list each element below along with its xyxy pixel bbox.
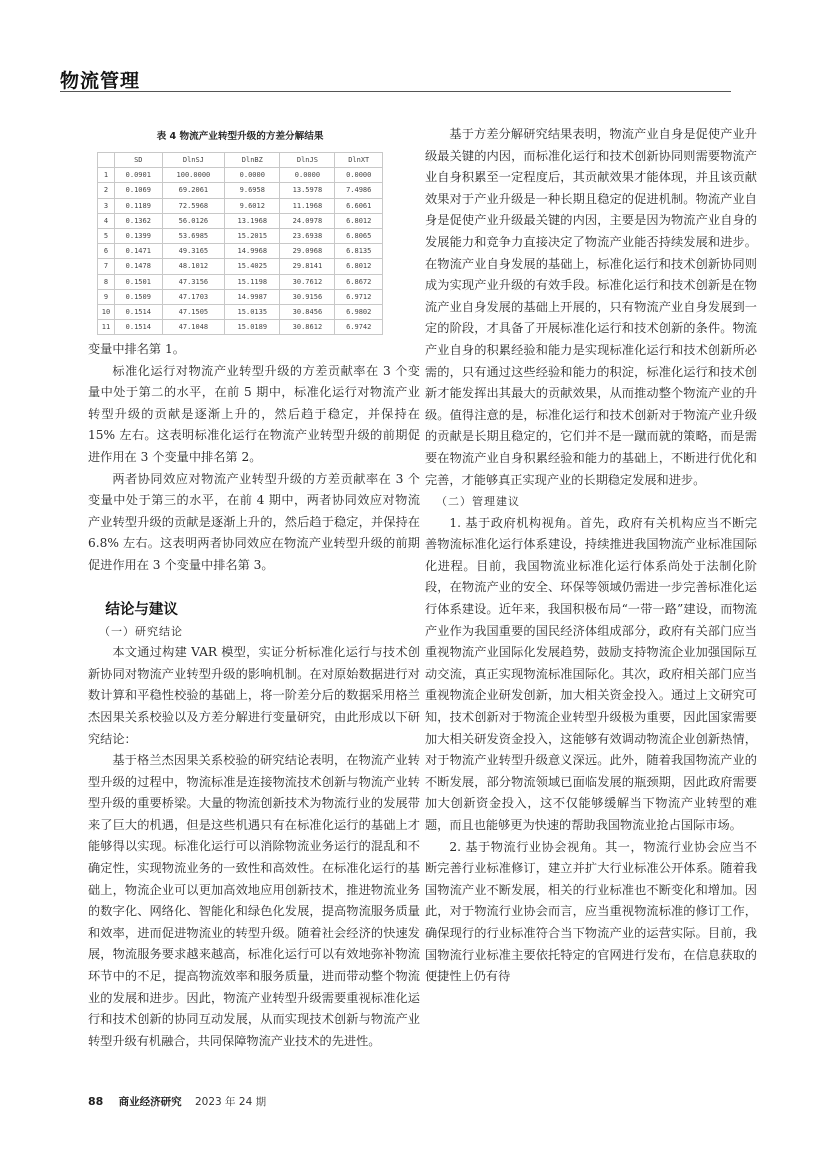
value-cell: 47.3156 bbox=[162, 274, 225, 289]
left-column bbox=[88, 339, 420, 1052]
value-cell: 14.9987 bbox=[225, 289, 280, 304]
value-cell: 6.9712 bbox=[335, 289, 383, 304]
journal-name: 商业经济研究 bbox=[118, 1096, 182, 1108]
value-cell: 15.2015 bbox=[225, 228, 280, 243]
table-row bbox=[98, 183, 383, 198]
table-row bbox=[98, 289, 383, 304]
value-cell: 30.8612 bbox=[280, 320, 335, 335]
value-cell: 15.1198 bbox=[225, 274, 280, 289]
value-cell: 0.1471 bbox=[115, 244, 163, 259]
value-cell: 15.4025 bbox=[225, 259, 280, 274]
column-header: DlnXT bbox=[335, 153, 383, 168]
column-header: DlnBZ bbox=[225, 153, 280, 168]
value-cell: 0.1514 bbox=[115, 304, 163, 319]
page-number: 88 bbox=[88, 1095, 104, 1108]
value-cell: 0.1514 bbox=[115, 320, 163, 335]
table-row bbox=[98, 304, 383, 319]
table-row bbox=[98, 228, 383, 243]
table-row bbox=[98, 198, 383, 213]
period-cell: 6 bbox=[98, 244, 115, 259]
value-cell: 24.0978 bbox=[280, 213, 335, 228]
table-header-row bbox=[98, 153, 383, 168]
paragraph: 基于方差分解研究结果表明，物流产业自身是促使产业升级最关键的内因，而标准化运行和技术创新协同则需要物流产业自身积累至一定程度后，其贡献效果才能体现，并且该贡献效果对于产业升级是一种长期且稳定的促进机制。物流产业自身是促使产业升级最关键的内因，主要是因为物流产业自身的发展能力和竞争力直接决定了物流产业能否持续发展和进步。在物流产业自身发展的基础上，标准化运行和技术创新协同则成为实现产业升级的有效手段。标准化运行和技术创新是在物流产业自身发展的基础上开展的，只有物流产业自身发展到一定的阶段，才具备了开展标准化运行和技术创新的条件。物流产业自身的积累经验和能力是实现标准化运行和技术创新所必需的，只有通过这些经验和能力的积淀，标准化运行和技术创新才能发挥出其最大的贡献效果，从而推动整个物流产业的升级。值得注意的是，标准化运行和技术创新对于物流产业升级的贡献是长期且稳定的，它们并不是一蹴而就的策略，而是需要在物流产业自身积累经验和能力的基础上，不断进行优化和完善，才能够真正实现产业的长期稳定发展和进步。 bbox=[425, 127, 757, 487]
section-heading: 结论与建议 bbox=[105, 601, 178, 618]
value-cell: 72.5968 bbox=[162, 198, 225, 213]
value-cell: 6.8065 bbox=[335, 228, 383, 243]
right-column bbox=[425, 124, 757, 988]
column-header: DlnSJ bbox=[162, 153, 225, 168]
value-cell: 0.0000 bbox=[280, 168, 335, 183]
table-row bbox=[98, 244, 383, 259]
period-cell: 9 bbox=[98, 289, 115, 304]
value-cell: 30.9156 bbox=[280, 289, 335, 304]
period-cell: 1 bbox=[98, 168, 115, 183]
value-cell: 30.8456 bbox=[280, 304, 335, 319]
value-cell: 6.8012 bbox=[335, 213, 383, 228]
section-title: 物流管理 bbox=[60, 70, 141, 92]
column-header bbox=[98, 153, 115, 168]
value-cell: 6.8135 bbox=[335, 244, 383, 259]
value-cell: 29.8141 bbox=[280, 259, 335, 274]
value-cell: 0.1399 bbox=[115, 228, 163, 243]
table-row bbox=[98, 168, 383, 183]
column-header: SD bbox=[115, 153, 163, 168]
value-cell: 0.1189 bbox=[115, 198, 163, 213]
value-cell: 100.0000 bbox=[162, 168, 225, 183]
value-cell: 6.9802 bbox=[335, 304, 383, 319]
value-cell: 15.0135 bbox=[225, 304, 280, 319]
value-cell: 15.0189 bbox=[225, 320, 280, 335]
period-cell: 7 bbox=[98, 259, 115, 274]
value-cell: 0.0901 bbox=[115, 168, 163, 183]
value-cell: 9.6012 bbox=[225, 198, 280, 213]
period-cell: 5 bbox=[98, 228, 115, 243]
value-cell: 48.1012 bbox=[162, 259, 225, 274]
subsection-heading: （一）研究结论 bbox=[99, 624, 183, 638]
value-cell: 0.0000 bbox=[335, 168, 383, 183]
variance-decomposition-table bbox=[97, 152, 383, 335]
value-cell: 14.9968 bbox=[225, 244, 280, 259]
paragraph: 2. 基于物流行业协会视角。其一，物流行业协会应当不断完善行业标准修订，建立并扩大行业标准公开体系。随着我国物流产业不断发展，相关的行业标准也不断变化和增加。因此，对于物流行业协会而言，应当重视物流标准的修订工作，确保现行的行业标准符合当下物流产业的运营实际。目前，我国物流行业标准主要依托特定的官网进行发布，在信息获取的便捷性上仍有待 bbox=[425, 839, 757, 984]
table-row bbox=[98, 213, 383, 228]
value-cell: 69.2061 bbox=[162, 183, 225, 198]
value-cell: 49.3165 bbox=[162, 244, 225, 259]
period-cell: 4 bbox=[98, 213, 115, 228]
value-cell: 30.7612 bbox=[280, 274, 335, 289]
period-cell: 3 bbox=[98, 198, 115, 213]
value-cell: 6.8012 bbox=[335, 259, 383, 274]
paragraph: 基于格兰杰因果关系校验的研究结论表明，在物流产业转型升级的过程中，物流标准是连接物流技术创新与物流产业转型升级的重要桥梁。大量的物流创新技术为物流行业的发展带来了巨大的机遇，但是这些机遇只有在标准化运行的基础上才能够得以实现。标准化运行可以消除物流业务运行的混乱和不确定性，实现物流业务的一致性和高效性。在标准化运行的基础上，物流企业可以更加高效地应用创新技术，推进物流业务的数字化、网络化、智能化和绿色化发展，提高物流服务质量和效率，进而促进物流业的转型升级。随着社会经济的快速发展，物流服务要求越来越高，标准化运行可以有效地弥补物流环节中的不足，提高物流效率和服务质量，进而带动整个物流业的发展和进步。因此，物流产业转型升级需要重视标准化运行和技术创新的协同互动发展，从而实现技术创新与物流产业转型升级有机融合，共同保障物流产业技术的先进性。 bbox=[88, 753, 420, 1048]
value-cell: 6.6061 bbox=[335, 198, 383, 213]
subsection-heading: （二）管理建议 bbox=[436, 495, 520, 509]
value-cell: 53.6985 bbox=[162, 228, 225, 243]
value-cell: 47.1048 bbox=[162, 320, 225, 335]
paragraph: 标准化运行对物流产业转型升级的方差贡献率在 3 个变量中处于第二的水平，在前 5 期中，标准化运行对物流产业转型升级的贡献是逐渐上升的，然后趋于稳定，并保持在 15% 左右。这表明标准化运行在物流产业转型升级的前期促进作用在 3 个变量中排名第 2。 bbox=[88, 363, 420, 464]
header-divider bbox=[60, 91, 731, 92]
value-cell: 0.1362 bbox=[115, 213, 163, 228]
paragraph: 本文通过构建 VAR 模型，实证分析标准化运行与技术创新协同对物流产业转型升级的影响机制。在对原始数据进行对数计算和平稳性校验的基础上，将一阶差分后的数据采用格兰杰因果关系校验以及方差分解进行变量研究，由此形成以下研究结论： bbox=[88, 645, 420, 746]
value-cell: 0.1501 bbox=[115, 274, 163, 289]
period-cell: 2 bbox=[98, 183, 115, 198]
paragraph: 1. 基于政府机构视角。首先，政府有关机构应当不断完善物流标准化运行体系建设，持续推进我国物流产业标准国际化进程。目前，我国物流业标准化运行体系尚处于法制化阶段，在物流产业的安全、环保等领域仍需进一步完善标准化运行体系建设。近年来，我国积极布局“一带一路”建设，而物流产业作为我国重要的国民经济体组成部分，政府有关部门应当重视物流产业国际化发展趋势，鼓励支持物流企业加强国际互动交流，真正实现物流标准国际化。其次，政府相关部门应当重视物流企业研发创新，加大相关资金投入。通过上文研究可知，技术创新对于物流企业转型升级极为重要，因此国家需要加大相关研发资金投入，这能够有效调动物流企业创新热情，对于物流产业转型升级意义深远。此外，随着我国物流产业的不断发展，部分物流领域已面临发展的瓶颈期，因此政府需要加大创新资金投入，这不仅能够缓解当下物流产业转型的难题，而且也能够更为快速的帮助我国物流业抢占国际市场。 bbox=[425, 515, 757, 832]
value-cell: 6.9742 bbox=[335, 320, 383, 335]
period-cell: 8 bbox=[98, 274, 115, 289]
value-cell: 11.1968 bbox=[280, 198, 335, 213]
period-cell: 10 bbox=[98, 304, 115, 319]
value-cell: 47.1703 bbox=[162, 289, 225, 304]
period-cell: 11 bbox=[98, 320, 115, 335]
value-cell: 0.0000 bbox=[225, 168, 280, 183]
value-cell: 13.5978 bbox=[280, 183, 335, 198]
column-header: DlnJS bbox=[280, 153, 335, 168]
page-footer bbox=[88, 1094, 266, 1109]
table-row bbox=[98, 320, 383, 335]
value-cell: 0.1069 bbox=[115, 183, 163, 198]
value-cell: 47.1505 bbox=[162, 304, 225, 319]
value-cell: 0.1478 bbox=[115, 259, 163, 274]
paragraph: 变量中排名第 1。 bbox=[88, 342, 185, 356]
table-row bbox=[98, 259, 383, 274]
value-cell: 13.1968 bbox=[225, 213, 280, 228]
issue-info: 2023 年 24 期 bbox=[195, 1096, 267, 1108]
value-cell: 56.0126 bbox=[162, 213, 225, 228]
value-cell: 6.8672 bbox=[335, 274, 383, 289]
table-caption: 表 4 物流产业转型升级的方差分解结果 bbox=[156, 131, 324, 142]
paragraph: 两者协同效应对物流产业转型升级的方差贡献率在 3 个变量中处于第三的水平，在前 4 期中，两者协同效应对物流产业转型升级的贡献是逐渐上升的，然后趋于稳定，并保持在 6.8% 左右。这表明两者协同效应在物流产业转型升级的前期促进作用在 3 个变量中排名第 3。 bbox=[88, 471, 420, 572]
value-cell: 29.0968 bbox=[280, 244, 335, 259]
table-row bbox=[98, 274, 383, 289]
value-cell: 7.4986 bbox=[335, 183, 383, 198]
value-cell: 9.6958 bbox=[225, 183, 280, 198]
value-cell: 0.1509 bbox=[115, 289, 163, 304]
value-cell: 23.6938 bbox=[280, 228, 335, 243]
